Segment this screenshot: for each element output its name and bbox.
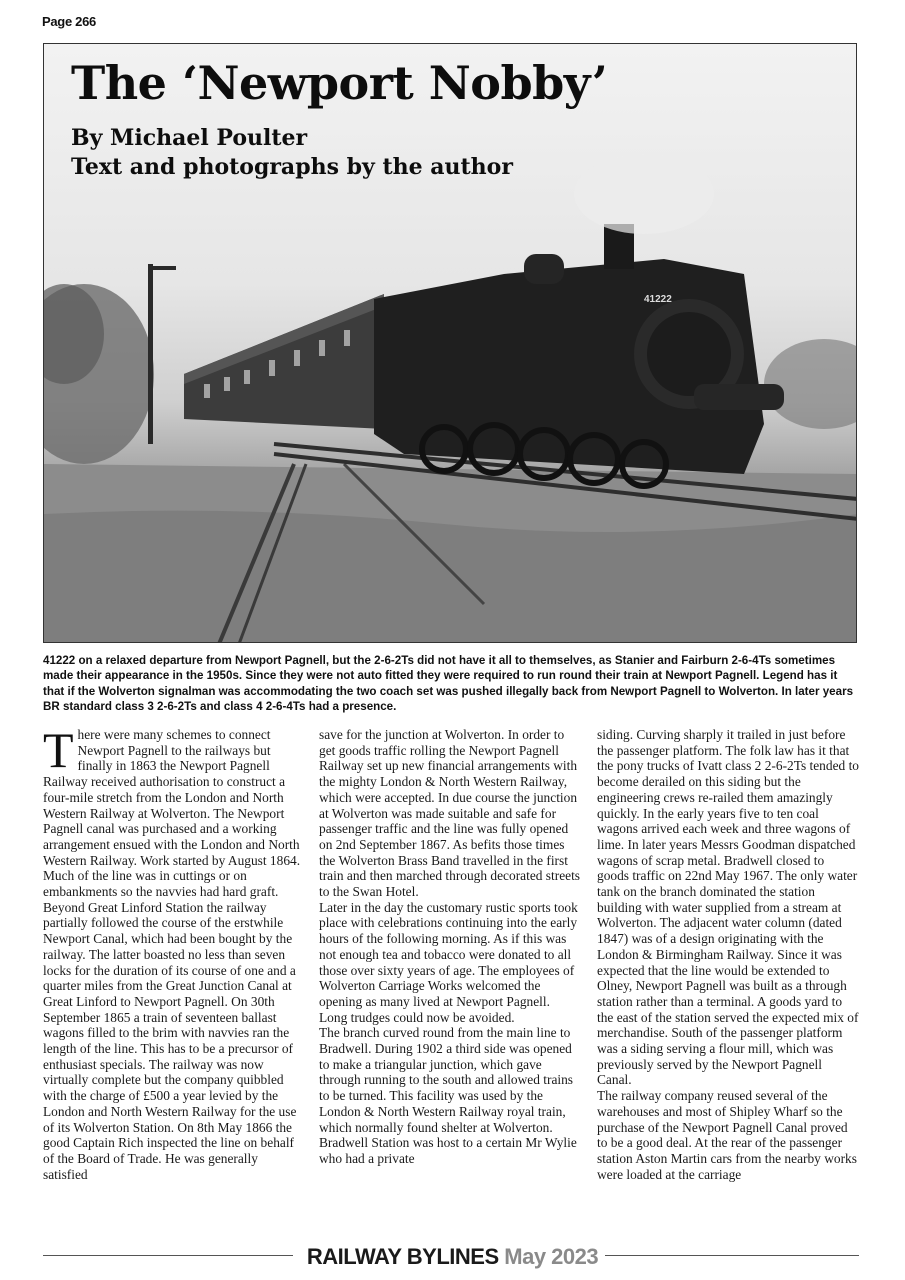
page-number: Page 266 (42, 14, 96, 29)
article-photo (43, 43, 857, 643)
footer-masthead (0, 1244, 905, 1270)
drop-cap: T (43, 727, 74, 778)
article-title: The ‘Newport Nobby’ (71, 56, 608, 110)
photo-caption: 41222 on a relaxed departure from Newport Pagnell, but the 2-6-2Ts did not have it all to themselves, as Stanier and Fairburn 2-6-4Ts sometimes made their appearance in the 1950s. Since they were not auto fitted they were required to run round their train at Newport Pagnell. Legend has it that if the Wolverton signalman was accommodating the two coach set was pushed illegally back from Newport Pagnell to Wolverton. In later years BR standard class 3 2-6-2Ts and class 4 2-6-4Ts had a presence. (43, 654, 854, 714)
author-line: By Michael Poulter (71, 125, 308, 151)
paragraph: siding. Curving sharply it trailed in just before the passenger platform. The folk law has it that the pony trucks of Ivatt class 2 2-6-2Ts tended to become derailed on this siding but the engineering crews re-railed them amazingly quickly. In the early years five to ten coal wagons arrived each week and three wagons of lime. In later years Messrs Goodman dispatched wagons of scrap metal. Bradwell closed to goods traffic on 22nd May 1967. The only water tank on the branch dominated the station building with water supplied from a stream at Wolverton. The adjacent water column (dated 1847) was of a design originating with the London & Birmingham Railway. Since it was expected that the line would be extended to Olney, Newport Pagnell was built as a through station rather than a terminal. A goods yard to the east of the station served the expected mix of merchandise. South of the passenger platform was a siding serving a flour mill, which was previously served by the Newport Pagnell Canal. (597, 727, 859, 1088)
credit-line: Text and photographs by the author (71, 154, 513, 180)
paragraph: Later in the day the customary rustic sports took place with celebrations continuing into the early hours of the following morning. As if this was not enough tea and tobacco were donated to all those over sixty years of age. The employees of Wolverton Carriage Works welcomed the opening as many lived at Newport Pagnell. Long trudges could now be avoided. (319, 899, 578, 1025)
paragraph: The branch curved round from the main line to Bradwell. During 1902 a third side was opened to make a triangular junction, which gave through running to the south and allowed trains to be turned. This facility was used by the London & North Western Railway royal train, which normally found shelter at Wolverton. Bradwell Station was host to a certain Mr Wylie who had a private (319, 1025, 577, 1166)
article-byline (71, 124, 513, 182)
loco-number-plate: 41222 (644, 294, 672, 305)
paragraph: Beyond Great Linford Station the railway partially followed the course of the erstwhile Newport Canal, which had been bought by the railway. The latter boasted no less than seven locks for the duration of its course of one and a quarter miles from the Great Junction Canal at Great Linford to Newport Pagnell. On 30th September 1865 a train of seventeen ballast wagons filled to the brim with navvies ran the length of the line. This has to be a precursor of enthusiast specials. The railway was now virtually complete but the company quibbled with the charge of £500 a year levied by the London and North Western Railway for the use of its Wolverton Station. On 8th May 1866 the good Captain Rich inspected the line on behalf of the Board of Trade. He was generally satisfied (43, 899, 297, 1182)
paragraph: here were many schemes to connect Newport Pagnell to the railways but finally in 1863 the Newport Pagnell Railway received authorisation to construct a four-mile stretch from the London and North Western Railway at Wolverton. The Newport Pagnell canal was purchased and a working arrangement ensued with the London and North Western Railway. Work started by August 1864. Much of the line was in cuttings or on embankments so the navvies had hard graft. (43, 727, 301, 900)
body-column-2 (319, 727, 581, 1227)
body-column-3 (597, 727, 859, 1227)
paragraph: The railway company reused several of the warehouses and most of Shipley Wharf so the purchase of the Newport Pagnell Canal proved to be a good deal. At the rear of the passenger station Aston Martin cars from the nearby works were loaded at the carriage (597, 1088, 857, 1182)
paragraph: save for the junction at Wolverton. In order to get goods traffic rolling the Newport Pagnell Railway set up new financial arrangements with the mighty London & North Western Railway, which were accepted. In due course the junction at Wolverton was made suitable and safe for passenger traffic and the line was fully opened on 2nd September 1867. As befits those times the Wolverton Brass Band travelled in the first train and then marched through decorated streets to the Swan Hotel. (319, 727, 581, 900)
magazine-name: RAILWAY BYLINES (306, 1244, 499, 1269)
body-column-1 (43, 727, 303, 1227)
issue-date: May 2023 (504, 1244, 599, 1269)
